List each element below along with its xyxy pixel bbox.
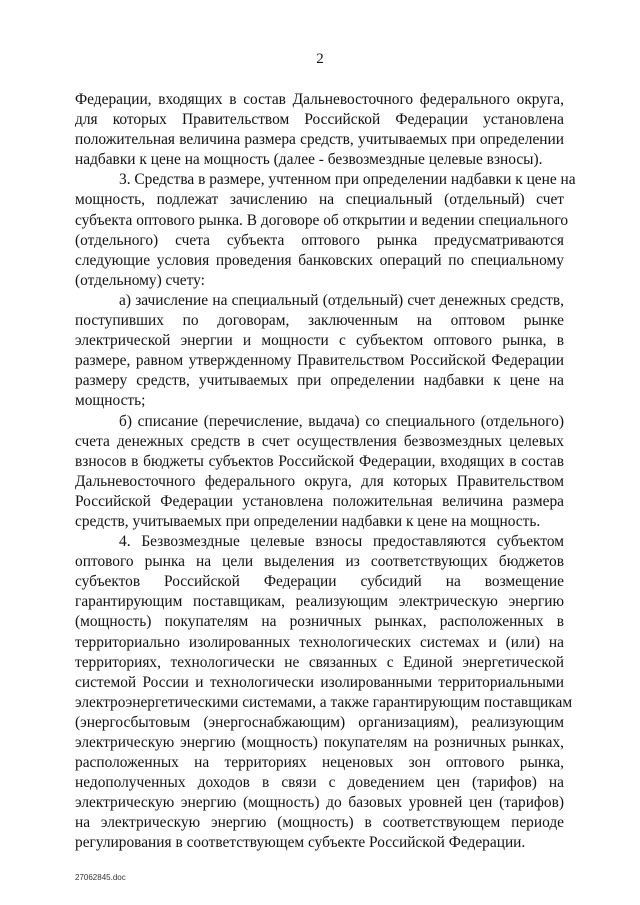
text-line: территориях, технологически не связанных с Единой энергетической	[75, 653, 564, 671]
page-number: 2	[316, 51, 324, 67]
text-line: Дальневосточного федерального округа, для которых Правительством	[75, 472, 564, 490]
text-line: 4. Безвозмездные целевые взносы предоставляются субъектом	[119, 533, 564, 551]
text-line: а) зачисление на специальный (отдельный) счет денежных средств,	[119, 291, 564, 309]
text-line: (энергосбытовым (энергоснабжающим) организациям), реализующим	[75, 713, 564, 731]
text-line: субъекта оптового рынка. В договоре об открытии и ведении специального	[75, 211, 569, 229]
text-line: электрическую энергию (мощность) покупателям на розничных рынках,	[75, 734, 564, 751]
text-line: гарантирующим поставщикам, реализующим электрическую энергию	[75, 593, 564, 611]
text-line: мощность, подлежат зачислению на специальный (отдельный) счет	[75, 191, 564, 209]
text-line: следующие условия проведения банковских операций по специальному	[75, 251, 564, 269]
text-line: субъектов Российской Федерации субсидий на возмещение	[75, 573, 564, 591]
text-line: счета денежных средств в счет осуществления безвозмездных целевых	[75, 432, 564, 450]
text-line: территориально изолированных технологических системах и (или) на	[75, 633, 564, 651]
text-line: (отдельному) счету:	[75, 271, 205, 289]
text-line: надбавки к цене на мощность (далее - безвозмездные целевые взносы).	[75, 151, 543, 169]
text-line: (отдельного) счета субъекта оптового рынка предусматриваются	[75, 231, 564, 249]
text-line: системой России и технологически изолированными территориальными	[75, 673, 564, 691]
text-line: положительная величина размера средств, учитываемых при определении	[75, 131, 564, 149]
text-line: электроэнергетическими системами, а также гарантирующим поставщикам	[75, 693, 573, 711]
text-line: взносов в бюджеты субъектов Российской Федерации, входящих в состав	[75, 452, 564, 470]
text-line: электрическую энергию (мощность) до базовых уровней цен (тарифов)	[75, 794, 564, 812]
document-body	[75, 90, 576, 854]
text-line: размере, равном утвержденному Правительством Российской Федерации	[75, 352, 564, 370]
text-line: расположенных на территориях неценовых зон оптового рынка,	[75, 754, 564, 772]
text-line: поступивших по договорам, заключенным на оптовом рынке	[75, 312, 564, 330]
text-line: Федерации, входящих в состав Дальневосточного федерального округа,	[75, 91, 564, 108]
text-line: 3. Средства в размере, учтенном при определении надбавки к цене на	[119, 171, 576, 189]
text-line: размеру средств, учитываемых при определении надбавки к цене на	[75, 372, 564, 390]
text-line: Российской Федерации установлена положительная величина размера	[75, 492, 564, 510]
footer-filename: 27062845.doc	[75, 873, 126, 882]
text-line: недополученных доходов в связи с доведением цен (тарифов) на	[75, 774, 564, 792]
text-line: средств, учитываемых при определении надбавки к цене на мощность.	[75, 512, 541, 530]
text-line: электрической энергии и мощности с субъектом оптового рынка, в	[75, 332, 564, 350]
text-line: на электрическую энергию (мощность) в соответствующем периоде	[75, 814, 564, 832]
text-line: б) списание (перечисление, выдача) со специального (отдельного)	[119, 412, 564, 430]
text-line: мощность;	[75, 392, 146, 410]
text-line: оптового рынка на цели выделения из соответствующих бюджетов	[75, 553, 564, 571]
text-line: для которых Правительством Российской Федерации установлена	[75, 111, 564, 129]
text-line: (мощность) покупателям на розничных рынках, расположенных в	[75, 613, 564, 631]
text-line: регулирования в соответствующем субъекте Российской Федерации.	[75, 834, 526, 852]
